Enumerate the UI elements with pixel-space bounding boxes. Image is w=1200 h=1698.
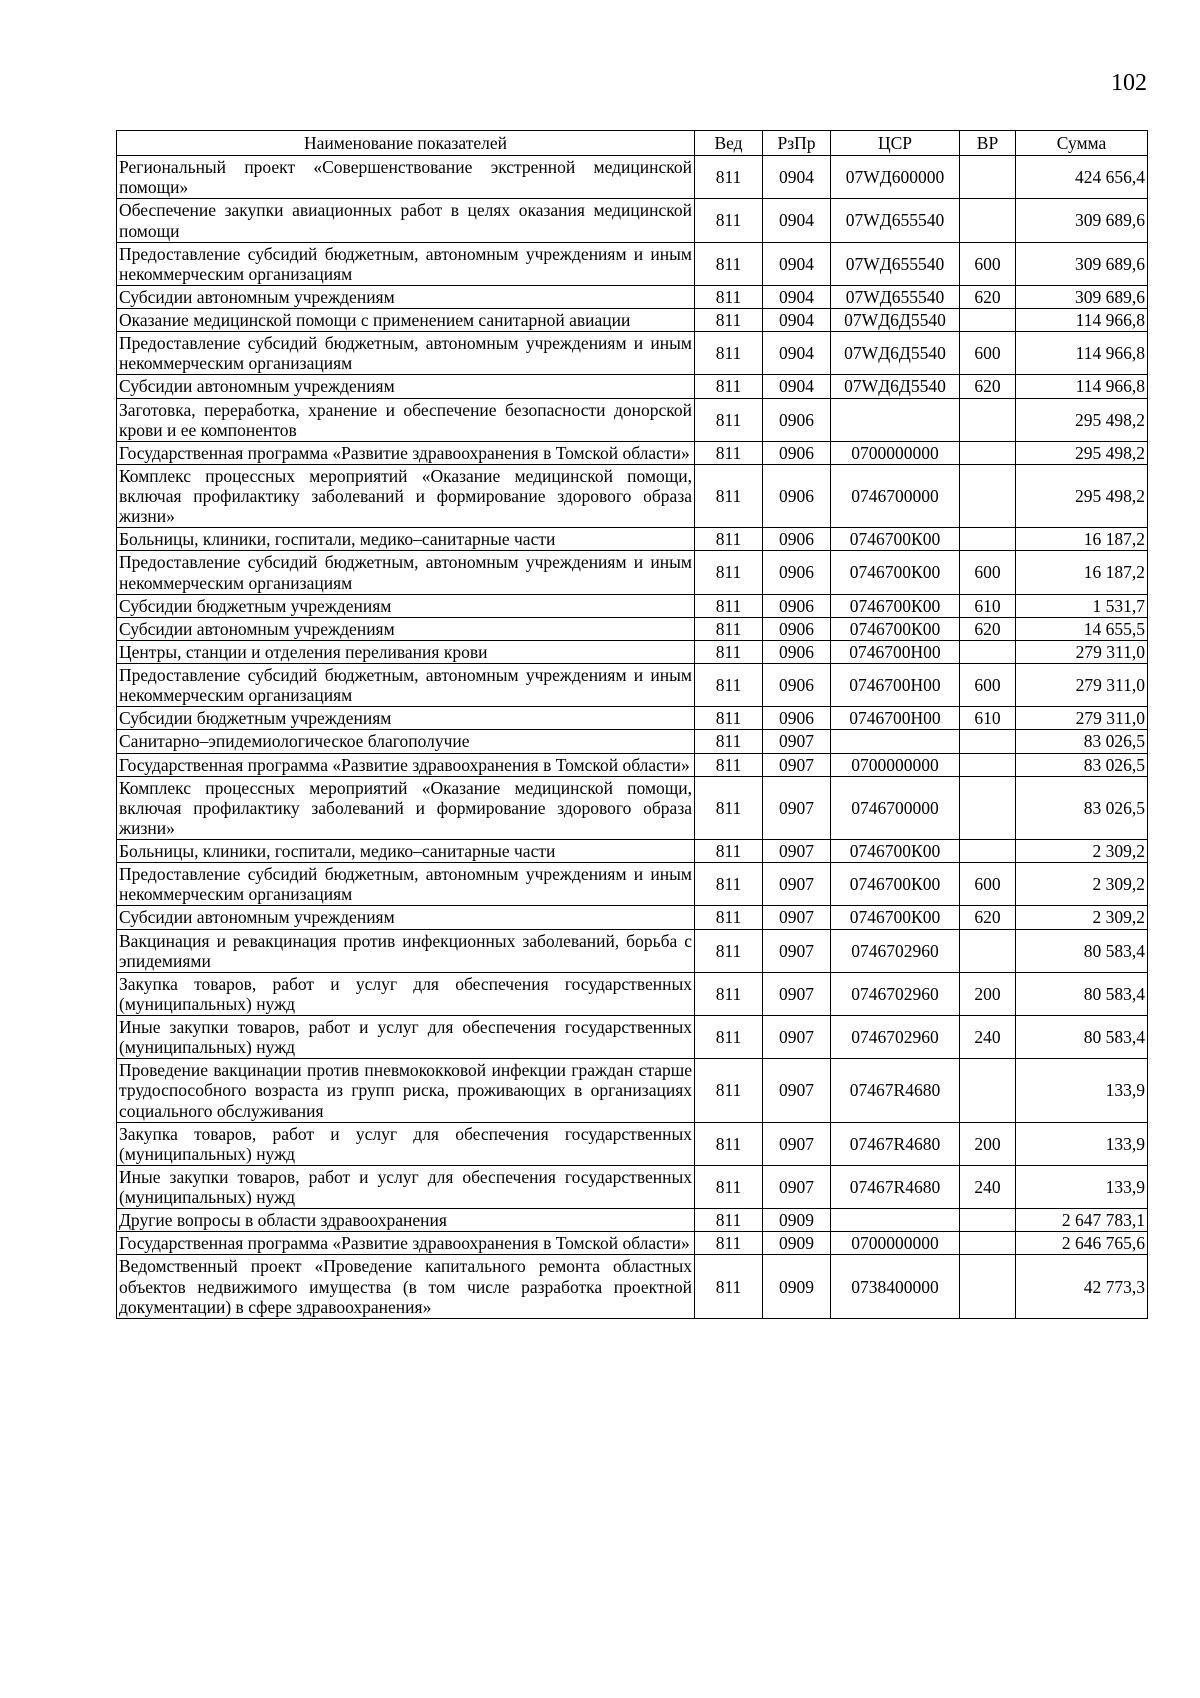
cell-csr: 0746702960 <box>831 929 960 972</box>
cell-rzpr: 0907 <box>763 972 831 1015</box>
cell-name: Субсидии бюджетным учреждениям <box>117 594 695 617</box>
cell-csr: 0746700000 <box>831 776 960 839</box>
cell-csr: 0746700К00 <box>831 863 960 906</box>
table-row <box>117 753 1148 776</box>
cell-name: Комплекс процессных мероприятий «Оказание медицинской помощи, включая профилактику заболеваний и формирование здорового образа жизни» <box>117 776 695 839</box>
cell-csr: 07467R4680 <box>831 1122 960 1165</box>
cell-name: Субсидии автономным учреждениям <box>117 906 695 929</box>
cell-name: Иные закупки товаров, работ и услуг для обеспечения государственных (муниципальных) нужд <box>117 1165 695 1208</box>
cell-rzpr: 0906 <box>763 617 831 640</box>
table-row <box>117 1122 1148 1165</box>
cell-amount: 80 583,4 <box>1016 1016 1148 1059</box>
cell-rzpr: 0909 <box>763 1232 831 1255</box>
cell-csr <box>831 398 960 441</box>
table-row <box>117 1209 1148 1232</box>
table-row <box>117 594 1148 617</box>
cell-rzpr: 0906 <box>763 640 831 663</box>
cell-rzpr: 0904 <box>763 309 831 332</box>
cell-csr <box>831 730 960 753</box>
cell-vr <box>960 1255 1016 1318</box>
cell-amount: 114 966,8 <box>1016 375 1148 398</box>
table-row <box>117 1232 1148 1255</box>
cell-rzpr: 0907 <box>763 1016 831 1059</box>
cell-rzpr: 0904 <box>763 332 831 375</box>
cell-vr: 610 <box>960 594 1016 617</box>
cell-ved: 811 <box>695 441 763 464</box>
cell-vr: 610 <box>960 707 1016 730</box>
cell-name: Государственная программа «Развитие здравоохранения в Томской области» <box>117 441 695 464</box>
cell-rzpr: 0907 <box>763 840 831 863</box>
cell-name: Заготовка, переработка, хранение и обеспечение безопасности донорской крови и ее компонентов <box>117 398 695 441</box>
cell-amount: 16 187,2 <box>1016 528 1148 551</box>
table-row <box>117 863 1148 906</box>
cell-rzpr: 0907 <box>763 906 831 929</box>
cell-ved: 811 <box>695 464 763 527</box>
table-row <box>117 199 1148 242</box>
cell-amount: 114 966,8 <box>1016 309 1148 332</box>
cell-amount: 14 655,5 <box>1016 617 1148 640</box>
cell-amount: 2 309,2 <box>1016 840 1148 863</box>
cell-rzpr: 0907 <box>763 1122 831 1165</box>
cell-name: Центры, станции и отделения переливания крови <box>117 640 695 663</box>
cell-rzpr: 0906 <box>763 441 831 464</box>
cell-rzpr: 0909 <box>763 1209 831 1232</box>
table-row <box>117 398 1148 441</box>
cell-name: Предоставление субсидий бюджетным, автономным учреждениям и иным некоммерческим организациям <box>117 664 695 707</box>
cell-vr: 620 <box>960 906 1016 929</box>
cell-csr: 07467R4680 <box>831 1059 960 1122</box>
cell-name: Оказание медицинской помощи с применением санитарной авиации <box>117 309 695 332</box>
table-header-row <box>117 131 1148 156</box>
cell-vr <box>960 199 1016 242</box>
cell-name: Предоставление субсидий бюджетным, автономным учреждениям и иным некоммерческим организациям <box>117 551 695 594</box>
cell-ved: 811 <box>695 1059 763 1122</box>
cell-vr: 600 <box>960 242 1016 285</box>
cell-vr: 240 <box>960 1165 1016 1208</box>
table-row <box>117 617 1148 640</box>
cell-rzpr: 0906 <box>763 664 831 707</box>
cell-vr <box>960 1232 1016 1255</box>
cell-rzpr: 0907 <box>763 730 831 753</box>
table-row <box>117 1165 1148 1208</box>
cell-vr <box>960 464 1016 527</box>
cell-amount: 2 309,2 <box>1016 906 1148 929</box>
cell-csr: 0700000000 <box>831 753 960 776</box>
cell-ved: 811 <box>695 929 763 972</box>
cell-rzpr: 0907 <box>763 929 831 972</box>
cell-amount: 309 689,6 <box>1016 285 1148 308</box>
cell-ved: 811 <box>695 1165 763 1208</box>
cell-csr: 0746700000 <box>831 464 960 527</box>
cell-ved: 811 <box>695 594 763 617</box>
cell-rzpr: 0907 <box>763 753 831 776</box>
cell-rzpr: 0906 <box>763 464 831 527</box>
cell-amount: 133,9 <box>1016 1165 1148 1208</box>
cell-amount: 295 498,2 <box>1016 398 1148 441</box>
cell-name: Государственная программа «Развитие здравоохранения в Томской области» <box>117 753 695 776</box>
cell-rzpr: 0909 <box>763 1255 831 1318</box>
cell-name: Предоставление субсидий бюджетным, автономным учреждениям и иным некоммерческим организациям <box>117 332 695 375</box>
cell-name: Закупка товаров, работ и услуг для обеспечения государственных (муниципальных) нужд <box>117 972 695 1015</box>
table-row <box>117 1059 1148 1122</box>
table-row <box>117 551 1148 594</box>
cell-amount: 309 689,6 <box>1016 242 1148 285</box>
cell-vr: 240 <box>960 1016 1016 1059</box>
cell-csr: 07WД6Д5540 <box>831 375 960 398</box>
cell-amount: 1 531,7 <box>1016 594 1148 617</box>
cell-ved: 811 <box>695 1122 763 1165</box>
cell-ved: 811 <box>695 753 763 776</box>
cell-ved: 811 <box>695 528 763 551</box>
table-row <box>117 375 1148 398</box>
cell-amount: 83 026,5 <box>1016 753 1148 776</box>
cell-ved: 811 <box>695 309 763 332</box>
cell-name: Вакцинация и ревакцинация против инфекционных заболеваний, борьба с эпидемиями <box>117 929 695 972</box>
header-amount: Сумма <box>1016 131 1148 156</box>
cell-csr: 07WД655540 <box>831 242 960 285</box>
cell-name: Государственная программа «Развитие здравоохранения в Томской области» <box>117 1232 695 1255</box>
cell-csr: 07WД655540 <box>831 199 960 242</box>
cell-name: Иные закупки товаров, работ и услуг для обеспечения государственных (муниципальных) нужд <box>117 1016 695 1059</box>
cell-amount: 80 583,4 <box>1016 929 1148 972</box>
cell-vr <box>960 398 1016 441</box>
cell-ved: 811 <box>695 617 763 640</box>
cell-rzpr: 0907 <box>763 776 831 839</box>
cell-rzpr: 0904 <box>763 242 831 285</box>
cell-name: Субсидии автономным учреждениям <box>117 375 695 398</box>
cell-name: Региональный проект «Совершенствование экстренной медицинской помощи» <box>117 156 695 199</box>
cell-vr <box>960 929 1016 972</box>
cell-vr <box>960 753 1016 776</box>
cell-csr: 0746700К00 <box>831 594 960 617</box>
cell-name: Комплекс процессных мероприятий «Оказание медицинской помощи, включая профилактику заболеваний и формирование здорового образа жизни» <box>117 464 695 527</box>
header-name: Наименование показателей <box>117 131 695 156</box>
table-row <box>117 285 1148 308</box>
cell-amount: 133,9 <box>1016 1059 1148 1122</box>
cell-rzpr: 0906 <box>763 528 831 551</box>
cell-amount: 295 498,2 <box>1016 464 1148 527</box>
cell-csr: 0746700К00 <box>831 528 960 551</box>
cell-ved: 811 <box>695 972 763 1015</box>
cell-amount: 42 773,3 <box>1016 1255 1148 1318</box>
cell-ved: 811 <box>695 375 763 398</box>
cell-ved: 811 <box>695 906 763 929</box>
cell-name: Другие вопросы в области здравоохранения <box>117 1209 695 1232</box>
cell-name: Субсидии бюджетным учреждениям <box>117 707 695 730</box>
cell-vr: 600 <box>960 863 1016 906</box>
cell-name: Проведение вакцинации против пневмококковой инфекции граждан старше трудоспособного возраста из групп риска, проживающих в организациях социального обслуживания <box>117 1059 695 1122</box>
cell-amount: 16 187,2 <box>1016 551 1148 594</box>
cell-amount: 279 311,0 <box>1016 707 1148 730</box>
cell-rzpr: 0906 <box>763 551 831 594</box>
cell-amount: 279 311,0 <box>1016 640 1148 663</box>
cell-amount: 83 026,5 <box>1016 776 1148 839</box>
cell-amount: 83 026,5 <box>1016 730 1148 753</box>
cell-name: Субсидии автономным учреждениям <box>117 617 695 640</box>
cell-vr <box>960 156 1016 199</box>
table-row <box>117 464 1148 527</box>
table-row <box>117 1255 1148 1318</box>
cell-ved: 811 <box>695 863 763 906</box>
cell-vr <box>960 840 1016 863</box>
cell-csr: 0746702960 <box>831 972 960 1015</box>
cell-name: Больницы, клиники, госпитали, медико–санитарные части <box>117 528 695 551</box>
cell-rzpr: 0904 <box>763 156 831 199</box>
cell-rzpr: 0907 <box>763 863 831 906</box>
cell-vr: 620 <box>960 375 1016 398</box>
cell-ved: 811 <box>695 664 763 707</box>
cell-vr: 200 <box>960 1122 1016 1165</box>
cell-csr: 0700000000 <box>831 1232 960 1255</box>
table-row <box>117 929 1148 972</box>
table-row <box>117 707 1148 730</box>
cell-csr: 07WД6Д5540 <box>831 332 960 375</box>
cell-amount: 424 656,4 <box>1016 156 1148 199</box>
cell-amount: 2 647 783,1 <box>1016 1209 1148 1232</box>
header-rzpr: РзПр <box>763 131 831 156</box>
table-row <box>117 309 1148 332</box>
cell-amount: 2 646 765,6 <box>1016 1232 1148 1255</box>
cell-rzpr: 0906 <box>763 594 831 617</box>
cell-ved: 811 <box>695 551 763 594</box>
table-row <box>117 528 1148 551</box>
cell-ved: 811 <box>695 199 763 242</box>
cell-amount: 114 966,8 <box>1016 332 1148 375</box>
table-row <box>117 906 1148 929</box>
budget-table <box>116 130 1148 1319</box>
cell-vr <box>960 640 1016 663</box>
page-number: 102 <box>1111 70 1147 96</box>
cell-amount: 80 583,4 <box>1016 972 1148 1015</box>
cell-name: Больницы, клиники, госпитали, медико–санитарные части <box>117 840 695 863</box>
table-row <box>117 441 1148 464</box>
cell-ved: 811 <box>695 1255 763 1318</box>
cell-name: Предоставление субсидий бюджетным, автономным учреждениям и иным некоммерческим организациям <box>117 863 695 906</box>
cell-vr: 600 <box>960 332 1016 375</box>
cell-rzpr: 0906 <box>763 398 831 441</box>
table-body <box>117 156 1148 1319</box>
cell-csr: 0746700К00 <box>831 840 960 863</box>
cell-ved: 811 <box>695 776 763 839</box>
header-vr: ВР <box>960 131 1016 156</box>
cell-vr <box>960 528 1016 551</box>
cell-rzpr: 0904 <box>763 199 831 242</box>
header-csr: ЦСР <box>831 131 960 156</box>
table-row <box>117 332 1148 375</box>
table-row <box>117 776 1148 839</box>
table-row <box>117 730 1148 753</box>
cell-csr: 07WД600000 <box>831 156 960 199</box>
header-ved: Вед <box>695 131 763 156</box>
cell-vr: 620 <box>960 285 1016 308</box>
cell-ved: 811 <box>695 1232 763 1255</box>
cell-csr <box>831 1209 960 1232</box>
cell-csr: 0746702960 <box>831 1016 960 1059</box>
cell-csr: 0746700Н00 <box>831 640 960 663</box>
cell-amount: 279 311,0 <box>1016 664 1148 707</box>
cell-vr <box>960 1209 1016 1232</box>
cell-csr: 0738400000 <box>831 1255 960 1318</box>
table-row <box>117 840 1148 863</box>
table-row <box>117 664 1148 707</box>
table-row <box>117 972 1148 1015</box>
cell-ved: 811 <box>695 242 763 285</box>
cell-vr <box>960 1059 1016 1122</box>
cell-csr: 0746700Н00 <box>831 707 960 730</box>
cell-ved: 811 <box>695 840 763 863</box>
cell-csr: 0746700К00 <box>831 906 960 929</box>
table-row <box>117 242 1148 285</box>
cell-ved: 811 <box>695 156 763 199</box>
cell-ved: 811 <box>695 332 763 375</box>
cell-name: Санитарно–эпидемиологическое благополучие <box>117 730 695 753</box>
cell-csr: 07467R4680 <box>831 1165 960 1208</box>
cell-vr <box>960 309 1016 332</box>
cell-ved: 811 <box>695 1209 763 1232</box>
cell-ved: 811 <box>695 398 763 441</box>
cell-ved: 811 <box>695 730 763 753</box>
cell-name: Закупка товаров, работ и услуг для обеспечения государственных (муниципальных) нужд <box>117 1122 695 1165</box>
cell-vr: 600 <box>960 664 1016 707</box>
cell-vr: 200 <box>960 972 1016 1015</box>
cell-vr <box>960 730 1016 753</box>
cell-ved: 811 <box>695 1016 763 1059</box>
cell-amount: 309 689,6 <box>1016 199 1148 242</box>
cell-csr: 0700000000 <box>831 441 960 464</box>
cell-amount: 2 309,2 <box>1016 863 1148 906</box>
cell-ved: 811 <box>695 707 763 730</box>
cell-name: Ведомственный проект «Проведение капитального ремонта областных объектов недвижимого имущества (в том числе разработка проектной документации) в сфере здравоохранения» <box>117 1255 695 1318</box>
cell-amount: 133,9 <box>1016 1122 1148 1165</box>
cell-csr: 0746700К00 <box>831 617 960 640</box>
cell-amount: 295 498,2 <box>1016 441 1148 464</box>
cell-vr: 620 <box>960 617 1016 640</box>
cell-ved: 811 <box>695 640 763 663</box>
cell-rzpr: 0906 <box>763 707 831 730</box>
cell-csr: 07WД6Д5540 <box>831 309 960 332</box>
table-row <box>117 156 1148 199</box>
cell-vr <box>960 441 1016 464</box>
cell-vr <box>960 776 1016 839</box>
cell-name: Предоставление субсидий бюджетным, автономным учреждениям и иным некоммерческим организациям <box>117 242 695 285</box>
cell-rzpr: 0904 <box>763 285 831 308</box>
cell-rzpr: 0907 <box>763 1165 831 1208</box>
table-row <box>117 640 1148 663</box>
cell-csr: 07WД655540 <box>831 285 960 308</box>
table-row <box>117 1016 1148 1059</box>
cell-ved: 811 <box>695 285 763 308</box>
cell-name: Субсидии автономным учреждениям <box>117 285 695 308</box>
cell-rzpr: 0907 <box>763 1059 831 1122</box>
cell-name: Обеспечение закупки авиационных работ в целях оказания медицинской помощи <box>117 199 695 242</box>
cell-csr: 0746700К00 <box>831 551 960 594</box>
cell-vr: 600 <box>960 551 1016 594</box>
cell-csr: 0746700Н00 <box>831 664 960 707</box>
cell-rzpr: 0904 <box>763 375 831 398</box>
